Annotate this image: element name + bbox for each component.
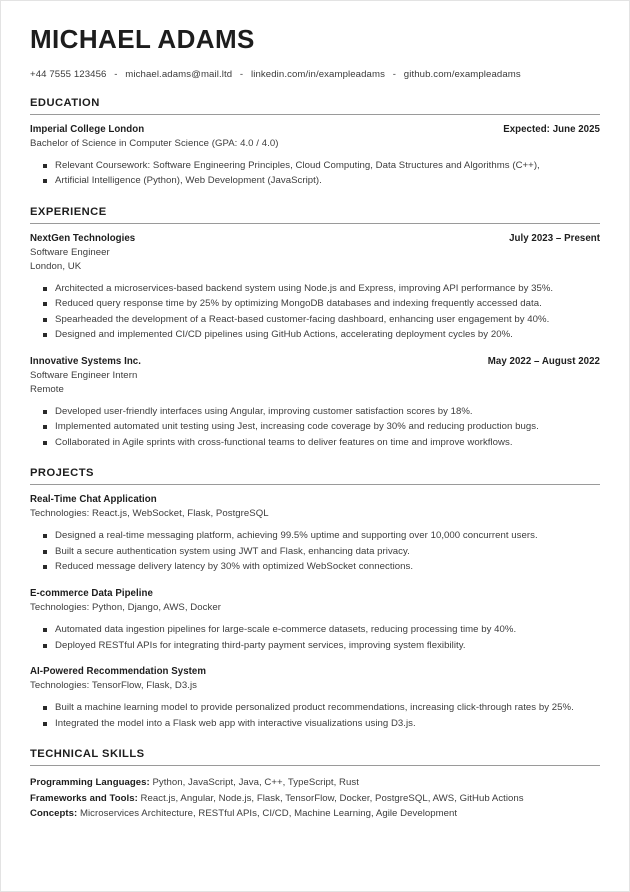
section-divider xyxy=(30,114,600,115)
list-item: Built a machine learning model to provide personalized product recommendations, increasing click-through rates by 25%. xyxy=(43,700,600,716)
entry-role: Software Engineer Intern xyxy=(30,369,138,381)
contact-separator: - xyxy=(392,68,397,80)
contact-github[interactable]: github.com/exampleadams xyxy=(403,68,521,80)
skill-value: Microservices Architecture, RESTful APIs, CI/CD, Machine Learning, Agile Development xyxy=(77,808,458,820)
list-item: Reduced query response time by 25% by optimizing MongoDB databases and indexing frequently accessed data. xyxy=(43,296,600,312)
skill-label: Concepts: xyxy=(30,808,78,820)
project-technologies: Technologies: React.js, WebSocket, Flask, PostgreSQL xyxy=(30,508,269,520)
resume-header xyxy=(30,23,600,80)
entry-location: London, UK xyxy=(30,260,82,272)
project-entry xyxy=(30,666,600,731)
entry-bullet-list xyxy=(30,404,600,451)
entry-bullet-list xyxy=(30,700,600,731)
list-item: Built a secure authentication system using JWT and Flask, enhancing data privacy. xyxy=(43,544,600,560)
section-technical-skills xyxy=(30,748,600,822)
entry-date: May 2022 – August 2022 xyxy=(487,355,600,367)
skill-label: Frameworks and Tools: xyxy=(30,792,138,804)
list-item: Reduced message delivery latency by 30% with optimized WebSocket connections. xyxy=(43,559,600,575)
education-entry xyxy=(30,124,600,189)
entry-date: July 2023 – Present xyxy=(509,232,600,244)
section-title-education: EDUCATION xyxy=(30,96,100,109)
experience-entry xyxy=(30,356,600,451)
project-technologies: Technologies: TensorFlow, Flask, D3.js xyxy=(30,680,198,692)
list-item: Integrated the model into a Flask web app with interactive visualizations using D3.js. xyxy=(43,716,600,732)
contact-phone: +44 7555 123456 xyxy=(30,68,107,80)
skill-value: Python, JavaScript, Java, C++, TypeScript, Rust xyxy=(149,777,359,789)
project-entry xyxy=(30,494,600,575)
page-title: MICHAEL ADAMS xyxy=(30,24,255,54)
list-item: Collaborated in Agile sprints with cross-functional teams to deliver features on time and improve workflows. xyxy=(43,435,600,451)
list-item: Implemented automated unit testing using Jest, increasing code coverage by 30% and reducing production bugs. xyxy=(43,419,600,435)
entry-bullet-list xyxy=(30,622,600,653)
entry-date: Expected: June 2025 xyxy=(503,123,600,135)
contact-email[interactable]: michael.adams@mail.ltd xyxy=(125,68,233,80)
entry-header xyxy=(30,588,600,599)
entry-role: Software Engineer xyxy=(30,246,110,258)
project-title: AI-Powered Recommendation System xyxy=(30,666,207,678)
contact-linkedin[interactable]: linkedin.com/in/exampleadams xyxy=(250,68,385,80)
skill-row xyxy=(30,791,600,807)
list-item: Artificial Intelligence (Python), Web Development (JavaScript). xyxy=(43,173,600,189)
section-title-technical-skills: TECHNICAL SKILLS xyxy=(30,748,145,761)
section-education xyxy=(30,97,600,189)
entry-bullet-list xyxy=(30,281,600,343)
entry-header xyxy=(30,494,600,505)
entry-header xyxy=(30,233,600,244)
resume-sheet xyxy=(1,1,629,822)
section-divider xyxy=(30,765,600,766)
entry-organization: NextGen Technologies xyxy=(30,232,136,244)
entry-organization: Innovative Systems Inc. xyxy=(30,355,141,367)
project-technologies: Technologies: Python, Django, AWS, Docker xyxy=(30,601,222,613)
list-item: Designed a real-time messaging platform, achieving 99.5% uptime and supporting over 10,000 concurrent users. xyxy=(43,528,600,544)
section-projects xyxy=(30,467,600,731)
project-title: E-commerce Data Pipeline xyxy=(30,587,153,599)
section-experience xyxy=(30,206,600,451)
entry-bullet-list xyxy=(30,528,600,575)
skill-label: Programming Languages: xyxy=(30,777,150,789)
section-divider xyxy=(30,223,600,224)
entry-bullet-list xyxy=(30,158,600,189)
entry-header xyxy=(30,666,600,677)
list-item: Automated data ingestion pipelines for large-scale e-commerce datasets, reducing processing time by 40%. xyxy=(43,622,600,638)
entry-header xyxy=(30,356,600,367)
contact-line xyxy=(30,69,600,80)
skill-value: React.js, Angular, Node.js, Flask, TensorFlow, Docker, PostgreSQL, AWS, GitHub Actions xyxy=(137,792,524,804)
list-item: Developed user-friendly interfaces using Angular, improving customer satisfaction scores by 18%. xyxy=(43,404,600,420)
list-item: Designed and implemented CI/CD pipelines using GitHub Actions, accelerating deployment cycles by 20%. xyxy=(43,327,600,343)
skill-row xyxy=(30,775,600,791)
entry-subtitle: Bachelor of Science in Computer Science (GPA: 4.0 / 4.0) xyxy=(30,137,279,149)
contact-separator: - xyxy=(114,68,118,80)
project-title: Real-Time Chat Application xyxy=(30,494,157,506)
skill-row xyxy=(30,806,600,822)
list-item: Relevant Coursework: Software Engineering Principles, Cloud Computing, Data Structures and Algorithms (C++), xyxy=(43,158,600,174)
project-entry xyxy=(30,588,600,653)
list-item: Architected a microservices-based backend system using Node.js and Express, improving API performance by 35%. xyxy=(43,281,600,297)
list-item: Spearheaded the development of a React-based customer-facing dashboard, enhancing user engagement by 40%. xyxy=(43,312,600,328)
section-title-experience: EXPERIENCE xyxy=(30,205,107,218)
experience-entry xyxy=(30,233,600,343)
contact-separator: - xyxy=(239,68,244,80)
skills-block xyxy=(30,775,600,822)
section-divider xyxy=(30,484,600,485)
entry-location: Remote xyxy=(30,383,64,395)
list-item: Deployed RESTful APIs for integrating third-party payment services, improving system flexibility. xyxy=(43,638,600,654)
section-title-projects: PROJECTS xyxy=(30,467,94,480)
entry-organization: Imperial College London xyxy=(30,123,145,135)
entry-header xyxy=(30,124,600,135)
